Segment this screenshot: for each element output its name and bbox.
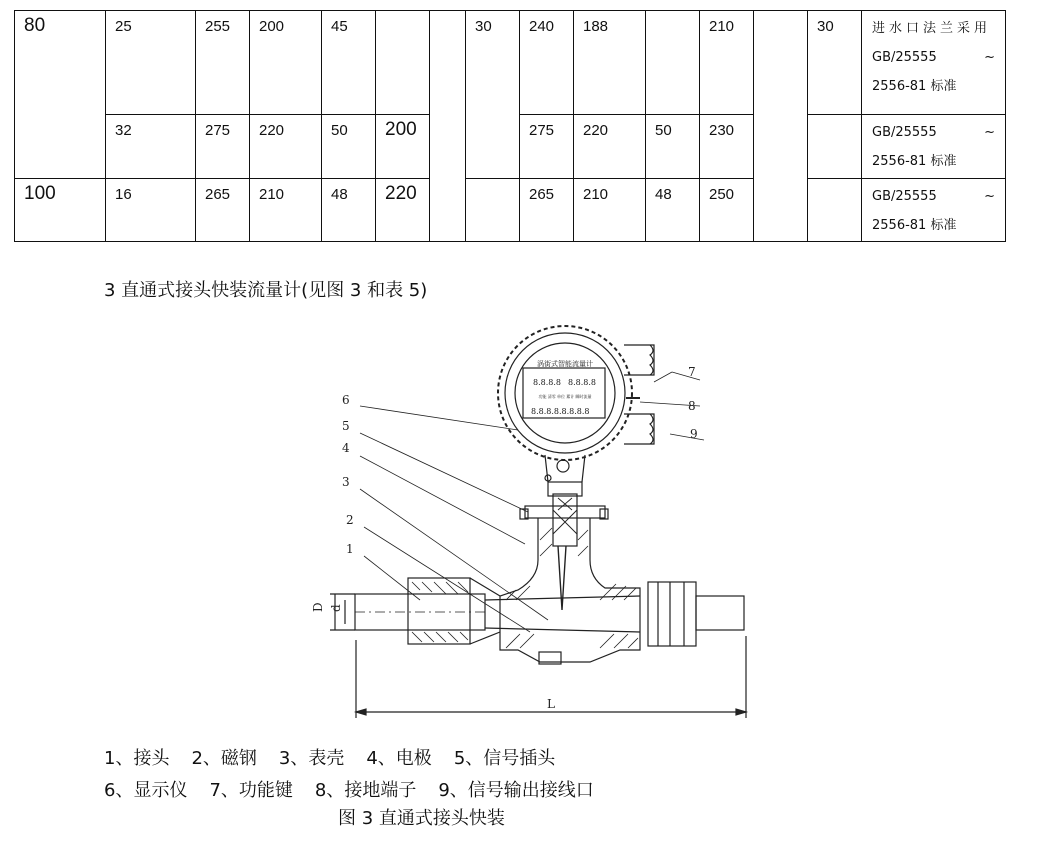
electrode <box>558 546 566 610</box>
table-cell: 48 <box>646 179 700 242</box>
display-window <box>515 343 615 443</box>
legend-line-1 <box>104 744 577 770</box>
table-cell: 50 <box>322 115 376 179</box>
table-cell: 255 <box>196 11 250 115</box>
dimension-L-label: L <box>547 697 555 711</box>
outlet-union <box>648 582 696 646</box>
table-note-cell: GB/25555 ~ 2556-81 标准 <box>862 179 1006 242</box>
table-cell: 48 <box>322 179 376 242</box>
dimension-D-label: D <box>311 602 325 612</box>
legend-item: 4、电极 <box>366 748 432 769</box>
legend-item: 8、接地端子 <box>314 780 417 801</box>
table-cell: 200 <box>376 115 430 179</box>
table-cell <box>646 11 700 115</box>
legend-item: 7、功能键 <box>209 780 293 801</box>
callout-1: 1 <box>346 542 354 556</box>
display-total: 8.8.8.8.8.8.8.8 <box>531 407 590 416</box>
table-row <box>15 179 1006 242</box>
table-cell: 80 <box>15 11 106 179</box>
legend-item: 3、表壳 <box>278 748 345 769</box>
flowmeter-drawing <box>300 325 760 725</box>
callout-6: 6 <box>342 393 350 407</box>
table-cell <box>754 11 808 242</box>
table-cell <box>808 179 862 242</box>
legend-item: 5、信号插头 <box>453 748 556 769</box>
display-keys-label: 功能 清零 单位 累计 瞬时流量 <box>538 394 592 399</box>
legend-item: 6、显示仪 <box>104 780 188 801</box>
table-cell: 210 <box>250 179 322 242</box>
table-note-cell: GB/25555 ~ 2556-81 标准 <box>862 115 1006 179</box>
signal-plug <box>525 506 605 518</box>
legend-item: 2、磁钢 <box>191 748 257 769</box>
table-cell: 240 <box>520 11 574 115</box>
callout-4: 4 <box>342 441 350 455</box>
table-cell: 16 <box>106 179 196 242</box>
spec-table <box>14 10 1006 242</box>
table-cell: 210 <box>700 11 754 115</box>
outlet-pipe <box>696 596 744 630</box>
dimension-d-label: d <box>329 604 343 612</box>
table-cell <box>466 179 520 242</box>
display-title: 涡街式智能流量计 <box>537 360 593 368</box>
table-cell: 230 <box>700 115 754 179</box>
table-cell: 25 <box>106 11 196 115</box>
table-row <box>15 11 1006 115</box>
callout-9: 9 <box>690 427 698 441</box>
callout-5: 5 <box>342 419 350 433</box>
legend-item: 9、信号输出接线口 <box>438 780 594 801</box>
table-cell: 275 <box>520 115 574 179</box>
function-key <box>624 345 654 375</box>
table-cell: 50 <box>646 115 700 179</box>
table-cell <box>430 11 466 242</box>
table-cell: 200 <box>250 11 322 115</box>
legend-line-2 <box>104 776 616 802</box>
table-cell: 265 <box>520 179 574 242</box>
display-readout: 8.8.8.8 <box>533 378 561 387</box>
table-cell <box>808 115 862 179</box>
table-cell: 188 <box>574 11 646 115</box>
callout-2: 2 <box>346 513 354 527</box>
display-readout: 8.8.8.8 <box>568 378 596 387</box>
function-key <box>624 414 654 444</box>
table-cell: 220 <box>376 179 430 242</box>
table-cell: 250 <box>700 179 754 242</box>
table-cell: 265 <box>196 179 250 242</box>
table-cell: 220 <box>250 115 322 179</box>
table-note-cell: 进水口法兰采用 GB/25555 ~ 2556-81 标准 <box>862 11 1006 115</box>
table-cell: 45 <box>322 11 376 115</box>
callout-8: 8 <box>688 399 696 413</box>
table-cell: 220 <box>574 115 646 179</box>
display-bezel <box>498 326 632 460</box>
section-title: 3 直通式接头快装流量计(见图 3 和表 5) <box>104 280 428 301</box>
table-cell: 100 <box>15 179 106 242</box>
callout-3: 3 <box>342 475 350 489</box>
callout-7: 7 <box>688 365 696 379</box>
figure-caption: 图 3 直通式接头快装 <box>338 808 505 829</box>
table-cell: 30 <box>808 11 862 115</box>
table-cell <box>376 11 430 115</box>
table-cell: 210 <box>574 179 646 242</box>
meter-body <box>500 518 640 662</box>
legend-item: 1、接头 <box>104 748 170 769</box>
table-cell: 275 <box>196 115 250 179</box>
table-cell: 32 <box>106 115 196 179</box>
table-cell: 30 <box>466 11 520 179</box>
